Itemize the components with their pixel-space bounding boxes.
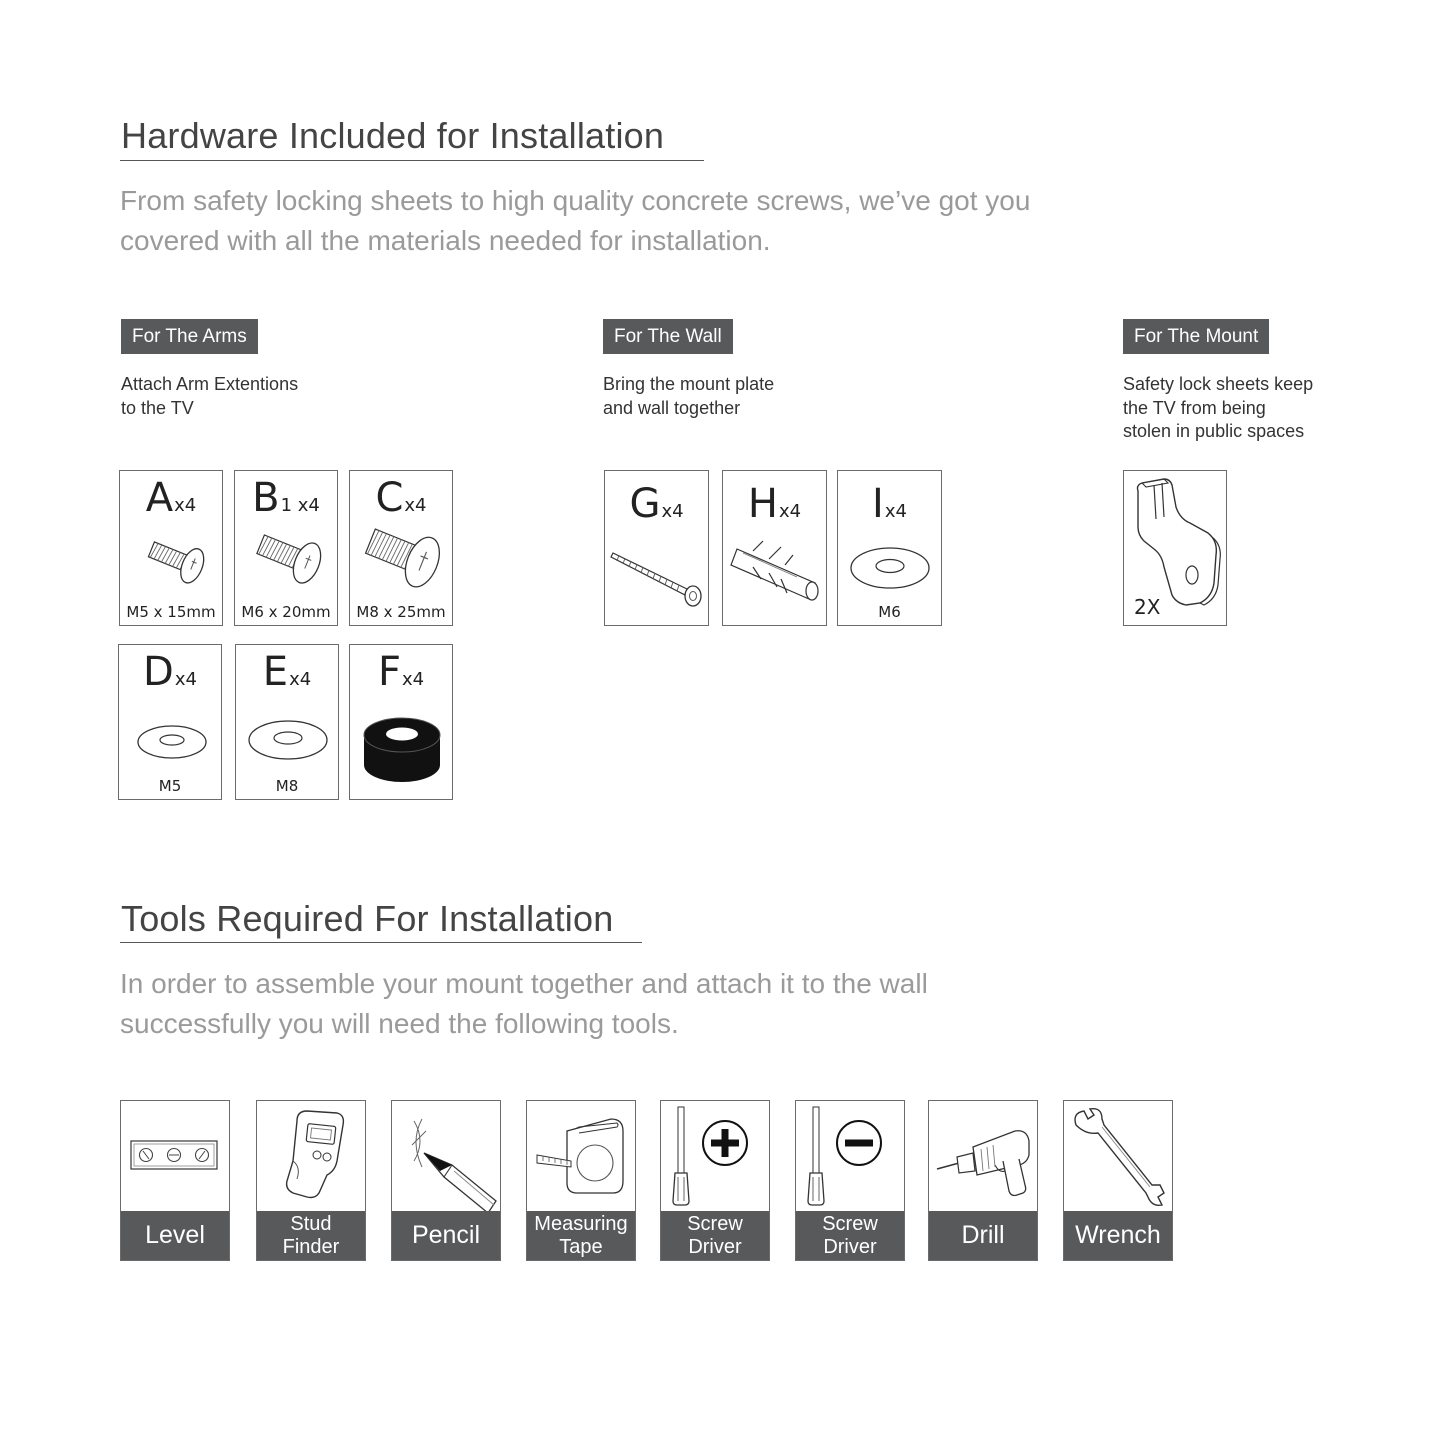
tool-label: Drill bbox=[929, 1211, 1037, 1260]
wall-description-line: and wall together bbox=[603, 397, 741, 418]
item-size: M6 bbox=[878, 603, 901, 621]
tool-pencil bbox=[391, 1100, 501, 1261]
item-letter: Ix4 bbox=[872, 481, 907, 527]
wall-description bbox=[603, 373, 774, 420]
tool-stud-finder bbox=[256, 1100, 366, 1261]
item-letter: B1 x4 bbox=[252, 475, 320, 521]
tool-drill bbox=[928, 1100, 1038, 1261]
tools-title-underline bbox=[120, 942, 642, 943]
tools-intro-line-2: successfully you will need the following tools. bbox=[120, 1008, 679, 1039]
hardware-intro-line-2: covered with all the materials needed for installation. bbox=[120, 225, 771, 256]
item-size: M6 x 20mm bbox=[241, 603, 331, 621]
tag-for-the-mount: For The Mount bbox=[1123, 319, 1269, 354]
item-letter: Fx4 bbox=[377, 649, 425, 695]
item-letter: Ex4 bbox=[262, 649, 312, 695]
hardware-item-d bbox=[118, 644, 222, 800]
stud-finder-icon bbox=[257, 1101, 367, 1213]
item-letter: Hx4 bbox=[747, 481, 802, 527]
item-letter: Gx4 bbox=[629, 481, 684, 527]
tool-label: Stud Finder bbox=[257, 1211, 365, 1260]
tool-label: Pencil bbox=[392, 1211, 500, 1260]
tag-for-the-arms: For The Arms bbox=[121, 319, 258, 354]
flathead-screwdriver-icon bbox=[796, 1101, 906, 1213]
item-size: M8 x 25mm bbox=[356, 603, 446, 621]
tool-measuring-tape bbox=[526, 1100, 636, 1261]
mount-description-line: Safety lock sheets keep bbox=[1123, 374, 1314, 394]
pencil-icon bbox=[392, 1101, 502, 1213]
tool-phillips-screwdriver bbox=[660, 1100, 770, 1261]
arms-description-line: Attach Arm Extentions bbox=[121, 374, 299, 394]
hardware-item-g bbox=[604, 470, 709, 626]
hardware-item-c bbox=[349, 470, 453, 626]
tool-label: Screw Driver bbox=[796, 1211, 904, 1260]
phillips-screwdriver-icon bbox=[661, 1101, 771, 1213]
hardware-item-h bbox=[722, 470, 827, 626]
hardware-intro-line-1: From safety locking sheets to high quality concrete screws, we’ve got you bbox=[120, 185, 1031, 216]
level-icon bbox=[121, 1101, 231, 1213]
arms-description bbox=[121, 373, 298, 420]
item-letter: Cx4 bbox=[375, 475, 427, 521]
tool-label: Screw Driver bbox=[661, 1211, 769, 1260]
mount-description-line: the TV from being bbox=[1123, 397, 1266, 418]
hardware-section-title: Hardware Included for Installation bbox=[121, 115, 665, 156]
tool-wrench bbox=[1063, 1100, 1173, 1261]
hardware-title-underline bbox=[120, 160, 704, 161]
hardware-item-b bbox=[234, 470, 338, 626]
item-size: M5 bbox=[158, 777, 182, 795]
wrench-icon bbox=[1064, 1101, 1174, 1213]
mount-description-line: stolen in public spaces bbox=[1123, 421, 1305, 441]
measuring-tape-icon bbox=[527, 1101, 637, 1213]
item-size: M5 x 15mm bbox=[126, 603, 216, 621]
drill-icon bbox=[929, 1101, 1039, 1213]
item-quantity: 2X bbox=[1134, 595, 1161, 619]
mount-description bbox=[1123, 373, 1313, 444]
hardware-item-e bbox=[235, 644, 339, 800]
wall-description-line: Bring the mount plate bbox=[603, 374, 775, 394]
hardware-item-lock-sheet bbox=[1123, 470, 1227, 626]
tool-level bbox=[120, 1100, 230, 1261]
item-size: M8 bbox=[275, 777, 299, 795]
arms-description-line: to the TV bbox=[121, 397, 194, 418]
tool-label: Wrench bbox=[1064, 1211, 1172, 1260]
tool-flathead-screwdriver bbox=[795, 1100, 905, 1261]
tool-label: Level bbox=[121, 1211, 229, 1260]
tool-label: Measuring Tape bbox=[527, 1211, 635, 1260]
hardware-item-i bbox=[837, 470, 942, 626]
item-letter: Dx4 bbox=[143, 649, 197, 695]
hardware-item-f bbox=[349, 644, 453, 800]
tools-intro-line-1: In order to assemble your mount together and attach it to the wall bbox=[120, 968, 928, 999]
tag-for-the-wall: For The Wall bbox=[603, 319, 733, 354]
tools-section-title: Tools Required For Installation bbox=[121, 898, 614, 939]
hardware-item-a bbox=[119, 470, 223, 626]
item-letter: Ax4 bbox=[145, 475, 197, 521]
